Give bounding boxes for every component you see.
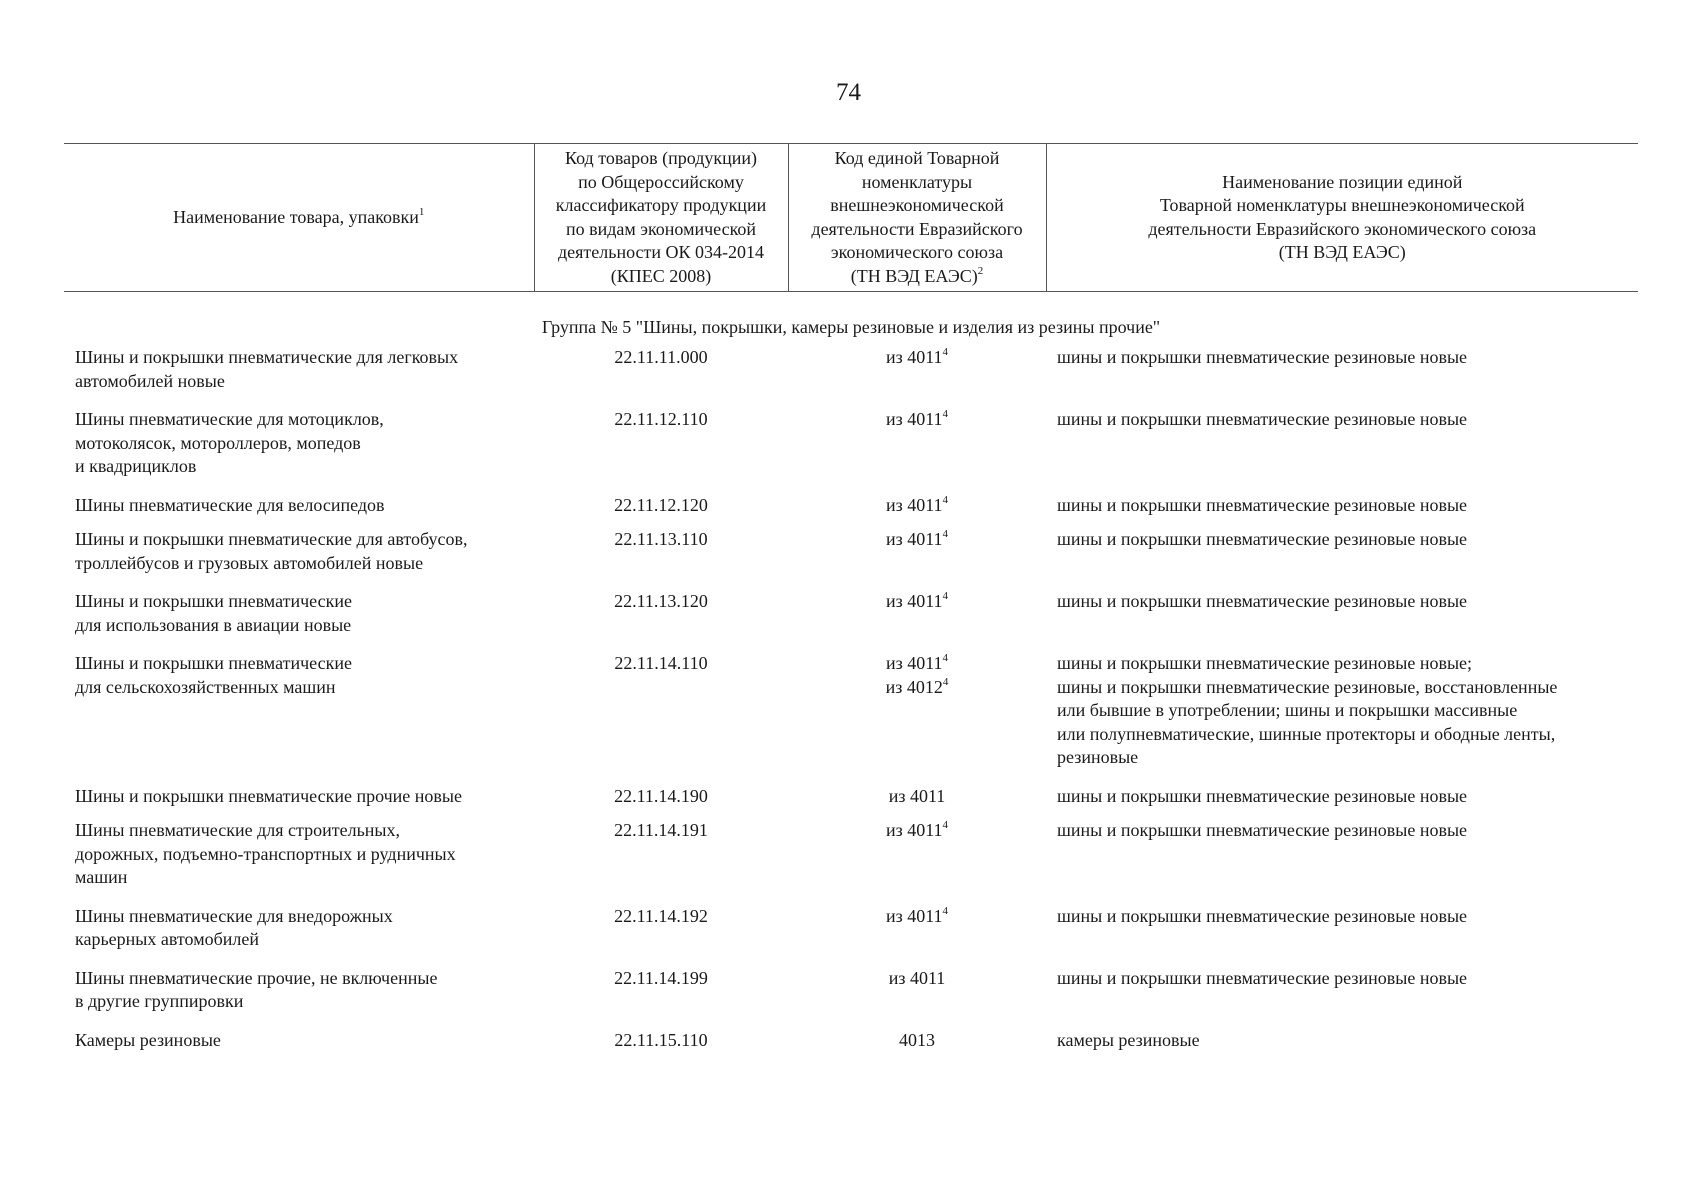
header-tnved-code: [788, 144, 1046, 292]
product-name-line: Шины пневматические для строительных,: [75, 820, 401, 840]
tnved-code-cell: [788, 341, 1046, 403]
tnved-description-line: шины и покрышки пневматические резиновые новые: [1057, 785, 1468, 806]
product-name-line: Шины пневматические для мотоциклов,: [75, 409, 384, 429]
tnved-code: из 4011: [885, 820, 943, 840]
product-name-line: Камеры резиновые: [75, 1029, 221, 1050]
product-name-cell: [64, 814, 534, 900]
tnved-description-cell: [1046, 780, 1638, 815]
product-name-line: троллейбусов и грузовых автомобилей новые: [75, 552, 424, 573]
okpd-code-cell: 22.11.14.190: [614, 785, 708, 806]
tnved-code: из 4011: [885, 591, 943, 611]
header-product-name-footnote: 1: [418, 205, 425, 218]
tnved-description-line: или полупневматические, шинные протекторы и ободные ленты,: [1057, 723, 1556, 744]
okpd-code-cell: 22.11.13.120: [614, 591, 708, 611]
header-desc-line: деятельности Евразийского экономического союза: [1148, 218, 1537, 239]
table-row: [64, 814, 1638, 900]
tnved-code-line: [788, 819, 1046, 843]
product-name-line: Шины и покрышки пневматические для автобусов,: [75, 529, 468, 549]
okpd-code-cell: 22.11.14.199: [614, 967, 708, 988]
tnved-code-cell: [788, 585, 1046, 647]
product-name-cell: [64, 647, 534, 780]
tnved-description-cell: [1046, 489, 1638, 524]
product-name-cell: [64, 489, 534, 524]
page-number: 74: [836, 79, 861, 106]
okpd-code-cell: 22.11.11.000: [614, 347, 708, 367]
tnved-footnote: 4: [942, 528, 949, 540]
product-name-cell: [64, 1024, 534, 1059]
header-okpd-line: (КПЕС 2008): [610, 265, 712, 286]
tnved-footnote: 4: [942, 493, 949, 506]
tnved-code-cell: [788, 1024, 1046, 1059]
table-row: [64, 780, 1638, 815]
header-tnved-line: номенклатуры: [861, 171, 973, 192]
header-tnved-line: внешнеэкономической: [830, 195, 1004, 215]
tnved-code-cell: [788, 900, 1046, 962]
tnved-description-cell: [1046, 403, 1638, 489]
product-name-cell: [64, 900, 534, 962]
tnved-footnote: 4: [942, 346, 949, 358]
table-row: [64, 647, 1638, 780]
product-name-cell: [64, 341, 534, 403]
header-product-name: [64, 144, 534, 292]
product-name-cell: [64, 403, 534, 489]
table-body: [64, 292, 1638, 1059]
table-header: [64, 144, 1638, 292]
tnved-code: из 4012: [885, 676, 943, 697]
tnved-description-line: камеры резиновые: [1057, 1029, 1200, 1050]
product-name-line: мотоколясок, мотороллеров, мопедов: [75, 432, 361, 453]
tnved-footnote: 4: [942, 675, 949, 688]
tnved-description-cell: [1046, 341, 1638, 403]
tnved-description-cell: [1046, 900, 1638, 962]
okpd-code-cell: 22.11.12.120: [614, 494, 708, 515]
table-row: [64, 403, 1638, 489]
tnved-footnote: 4: [942, 904, 949, 917]
okpd-code-cell: 22.11.14.192: [614, 905, 708, 926]
tnved-code: из 4011: [888, 785, 946, 806]
okpd-code-cell: 22.11.14.110: [614, 653, 708, 673]
header-okpd-line: по Общероссийскому: [578, 171, 744, 192]
tnved-code-cell: [788, 489, 1046, 524]
tnved-footnote: 4: [942, 652, 949, 664]
tnved-code: из 4011: [888, 967, 946, 988]
tnved-description-line: шины и покрышки пневматические резиновые новые: [1057, 347, 1468, 367]
tnved-description-cell: [1046, 585, 1638, 647]
tnved-code: из 4011: [885, 529, 943, 549]
tnved-code-line: [788, 652, 1046, 676]
header-desc-line: (ТН ВЭД ЕАЭС): [1278, 242, 1406, 262]
product-name-line: машин: [75, 867, 128, 887]
tnved-description-line: резиновые: [1057, 747, 1139, 767]
tnved-code-line: [788, 676, 1046, 700]
okpd-code-cell: 22.11.15.110: [614, 1029, 708, 1050]
table-row: [64, 1024, 1638, 1059]
okpd-code-cell: 22.11.12.110: [614, 409, 708, 429]
tnved-footnote: 4: [942, 819, 949, 831]
tnved-code-cell: [788, 814, 1046, 900]
tnved-code-cell: [788, 962, 1046, 1024]
tnved-code-line: [788, 528, 1046, 552]
tnved-code-line: [788, 408, 1046, 432]
header-desc-line: Наименование позиции единой: [1222, 171, 1463, 192]
header-okpd-line: классификатору продукции: [555, 195, 767, 215]
product-name-line: для сельскохозяйственных машин: [75, 676, 336, 697]
product-name-line: Шины пневматические для внедорожных: [75, 905, 393, 926]
tnved-code: из 4011: [885, 494, 943, 515]
product-name-cell: [64, 780, 534, 815]
product-name-line: и квадрициклов: [75, 456, 197, 476]
tnved-description-line: шины и покрышки пневматические резиновые новые: [1057, 967, 1468, 988]
tnved-description-line: шины и покрышки пневматические резиновые новые: [1057, 494, 1468, 515]
table-row: [64, 341, 1638, 403]
tnved-code-line: [788, 1029, 1046, 1053]
product-name-cell: [64, 962, 534, 1024]
product-name-line: автомобилей новые: [75, 370, 225, 391]
header-tnved-line: Код единой Товарной: [834, 148, 1000, 168]
header-tnved-description: [1046, 144, 1638, 292]
tnved-code-line: [788, 494, 1046, 518]
goods-table: [64, 143, 1638, 1058]
tnved-code: из 4011: [885, 905, 943, 926]
header-okpd-code: [534, 144, 788, 292]
header-tnved-line: (ТН ВЭД ЕАЭС): [850, 265, 978, 286]
product-name-line: Шины и покрышки пневматические для легковых: [75, 347, 459, 367]
header-okpd-line: Код товаров (продукции): [564, 148, 758, 168]
tnved-footnote: 4: [942, 590, 949, 602]
tnved-code-cell: [788, 523, 1046, 585]
table-row: [64, 585, 1638, 647]
group-title: Группа № 5 "Шины, покрышки, камеры резиновые и изделия из резины прочие": [541, 317, 1161, 337]
tnved-code-line: [788, 590, 1046, 614]
tnved-description-cell: [1046, 647, 1638, 780]
tnved-description-line: или бывшие в употреблении; шины и покрышки массивные: [1057, 700, 1518, 720]
tnved-code: из 4011: [885, 653, 943, 673]
product-name-line: в другие группировки: [75, 991, 244, 1011]
product-name-line: Шины пневматические для велосипедов: [75, 494, 385, 515]
product-name-line: Шины пневматические прочие, не включенные: [75, 967, 438, 988]
table-row: [64, 489, 1638, 524]
tnved-description-line: шины и покрышки пневматические резиновые новые: [1057, 529, 1468, 549]
tnved-description-line: шины и покрышки пневматические резиновые новые: [1057, 409, 1468, 429]
tnved-description-cell: [1046, 814, 1638, 900]
header-okpd-line: по видам экономической: [565, 218, 757, 239]
tnved-description-cell: [1046, 523, 1638, 585]
product-name-line: карьерных автомобилей: [75, 929, 259, 949]
header-tnved-line: деятельности Евразийского: [811, 218, 1023, 239]
table-row: [64, 523, 1638, 585]
product-name-line: Шины и покрышки пневматические прочие новые: [75, 785, 462, 806]
tnved-code-line: [788, 967, 1046, 991]
tnved-code-line: [788, 905, 1046, 929]
okpd-code-cell: 22.11.14.191: [614, 820, 708, 840]
okpd-code-cell: 22.11.13.110: [614, 529, 708, 549]
tnved-code-cell: [788, 403, 1046, 489]
table-row: [64, 962, 1638, 1024]
header-okpd-line: деятельности ОК 034-2014: [557, 242, 765, 262]
tnved-code: из 4011: [885, 409, 943, 429]
tnved-code: из 4011: [885, 347, 943, 367]
tnved-code-cell: [788, 647, 1046, 780]
group-heading-row: [64, 292, 1638, 342]
tnved-description-line: шины и покрышки пневматические резиновые новые: [1057, 905, 1468, 926]
header-product-name-label: Наименование товара, упаковки: [173, 206, 419, 227]
table-row: [64, 900, 1638, 962]
tnved-description-line: шины и покрышки пневматические резиновые, восстановленные: [1057, 676, 1558, 697]
tnved-code: 4013: [899, 1029, 935, 1050]
tnved-code-cell: [788, 780, 1046, 815]
header-tnved-line: экономического союза: [830, 242, 1004, 262]
tnved-code-line: [788, 346, 1046, 370]
tnved-description-cell: [1046, 1024, 1638, 1059]
tnved-footnote: 4: [942, 408, 949, 420]
product-name-line: для использования в авиации новые: [75, 614, 352, 635]
product-name-line: Шины и покрышки пневматические: [75, 653, 352, 673]
header-tnved-line-last: [793, 265, 1042, 289]
product-name-cell: [64, 585, 534, 647]
tnved-description-line: шины и покрышки пневматические резиновые новые;: [1057, 653, 1473, 673]
tnved-description-line: шины и покрышки пневматические резиновые новые: [1057, 591, 1468, 611]
product-name-line: дорожных, подъемно-транспортных и рудничных: [75, 843, 456, 864]
tnved-code-line: [788, 785, 1046, 809]
tnved-description-cell: [1046, 962, 1638, 1024]
header-tnved-footnote: 2: [977, 264, 984, 277]
product-name-line: Шины и покрышки пневматические: [75, 591, 352, 611]
product-name-cell: [64, 523, 534, 585]
document-sheet: [64, 143, 1638, 1058]
tnved-description-line: шины и покрышки пневматические резиновые новые: [1057, 820, 1468, 840]
header-desc-line: Товарной номенклатуры внешнеэкономической: [1159, 195, 1525, 215]
